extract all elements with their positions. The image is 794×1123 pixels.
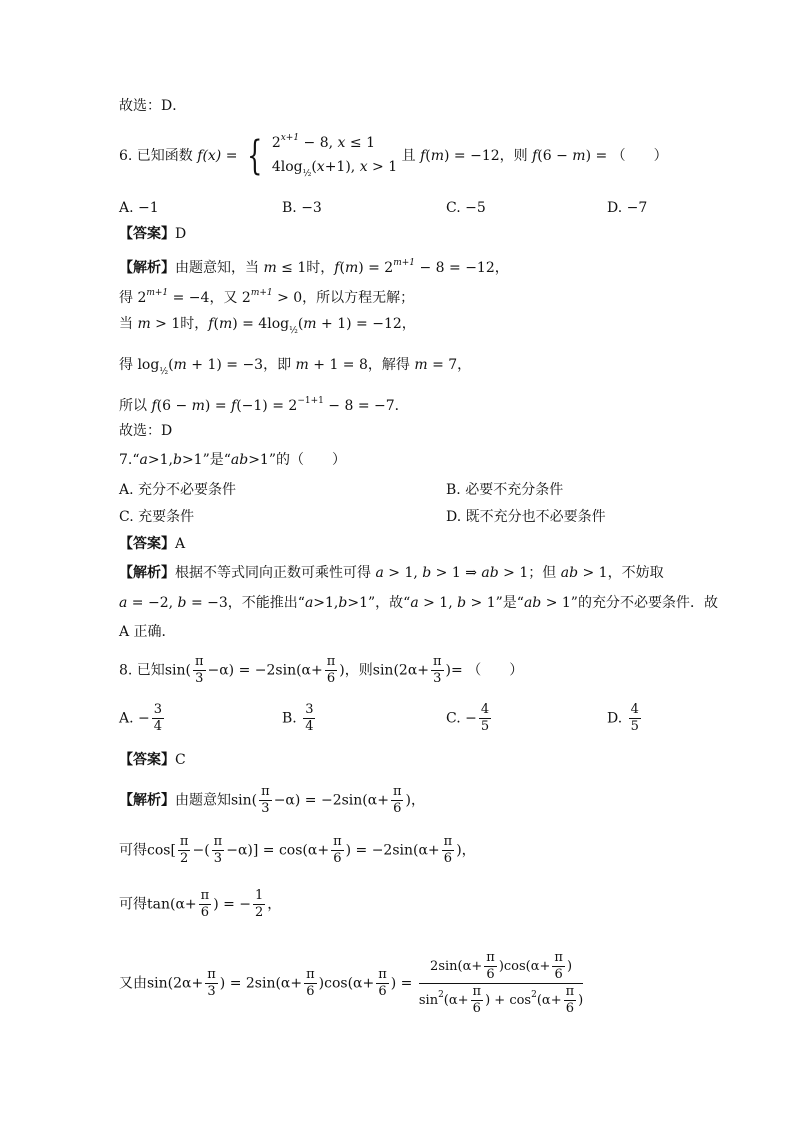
q7-answer-value: A bbox=[175, 536, 186, 552]
q7-answer-label: 【答案】 bbox=[119, 536, 175, 552]
q8-option-a: A. − $\frac{3}{4}$ bbox=[119, 702, 163, 734]
q6-stem bbox=[119, 126, 668, 186]
q7-option-b: B. 必要不充分条件 bbox=[446, 482, 564, 498]
q8-lead: 8. 已知 bbox=[119, 662, 165, 679]
q7-analysis-1: 【解析】根据不等式同向正数可乘性可得 a > 1, b > 1 ⇒ ab > 1；但 ab > 1，不妨取 bbox=[119, 565, 664, 581]
q7-answer bbox=[119, 534, 185, 554]
q6-answer bbox=[119, 224, 186, 244]
q8-answer-label: 【答案】 bbox=[119, 752, 175, 768]
q6-tail: 且 f(m) = −12，则 f(6 − m) = （ ） bbox=[401, 148, 668, 164]
q6-option-c: C. −5 bbox=[446, 200, 486, 216]
q7-stem: 7.“a>1,b>1”是“ab>1”的（ ） bbox=[119, 452, 346, 468]
q6-option-b: B. −3 bbox=[282, 200, 322, 216]
q8-answer bbox=[119, 750, 186, 770]
q8-analysis-4: 又由sin(2α+ $\frac{\pi}{3}$ ) = 2sin(α+ $\frac{\pi}{6}$ )cos(α+ $\frac{\pi}{6}$ ) = 2sin(α+ $\frac{\pi}{6}$ )cos(α+ $\frac{\pi}{6}$ ) $\sin^2(\alpha+$ $\frac{\pi}{6}$ ) + $\cos^2(\alpha+$ $\frac{\pi}{6}$ ) bbox=[119, 950, 584, 1016]
q6-lead: 6. 已知函数 bbox=[119, 148, 193, 164]
prev-ending: 故选：D． bbox=[119, 98, 187, 114]
q6-func: f(x) = bbox=[197, 148, 238, 164]
q8-stem: 8. 已知sin( $\frac{\pi}{3}$ −α) = −2sin(α+ $\frac{\pi}{6}$ )，则sin(2α+ $\frac{\pi}{3}$ )= （ ） bbox=[119, 654, 524, 686]
q6-option-a: A. −1 bbox=[119, 200, 159, 216]
q8-analysis-2: 可得cos[ $\frac{\pi}{2}$ −( $\frac{\pi}{3}$ −α)] = cos(α+ $\frac{\pi}{6}$ ) = −2sin(α+ $\frac{\pi}{6}$ )， bbox=[119, 834, 476, 866]
q6-answer-value: D bbox=[175, 226, 187, 242]
q6-case2: $4\log_{\frac{1}{2}}(x+1)$, x > 1 bbox=[271, 159, 398, 179]
q8-option-d: D. $\frac{4}{5}$ bbox=[607, 702, 639, 734]
q7-option-c: C. 充要条件 bbox=[119, 509, 195, 525]
q7-analysis-label: 【解析】 bbox=[119, 565, 175, 581]
q8-option-b: B. $\frac{3}{4}$ bbox=[282, 702, 314, 734]
q7-option-a: A. 充分不必要条件 bbox=[119, 482, 237, 498]
q8-analysis-label: 【解析】 bbox=[119, 792, 175, 809]
q6-brace-icon: { bbox=[246, 133, 263, 179]
q6-case1: $2^{x+1} - 8$, x ≤ 1 bbox=[271, 133, 375, 151]
q6-answer-label: 【答案】 bbox=[119, 226, 175, 242]
q6-analysis-3: 当 m > 1时，$f(m) = 4\log_{\frac{1}{2}}(m + 1) = -12$， bbox=[119, 316, 416, 336]
q8-option-c: C. − $\frac{4}{5}$ bbox=[446, 702, 490, 734]
q8-answer-value: C bbox=[175, 752, 186, 768]
q6-option-d: D. −7 bbox=[607, 200, 648, 216]
q7-analysis-3: A 正确． bbox=[119, 624, 176, 640]
q6-cases bbox=[272, 126, 397, 186]
q7-analysis-2: a = −2, b = −3，不能推出“a>1,b>1”，故“a > 1, b > 1”是“ab > 1”的充分不必要条件．故 bbox=[119, 595, 718, 611]
q8-big-fraction: 2sin(α+ $\frac{\pi}{6}$ )cos(α+ $\frac{\pi}{6}$ ) $\sin^2(\alpha+$ $\frac{\pi}{6}$ ) + $\cos^2(\alpha+$ $\frac{\pi}{6}$ ) bbox=[418, 950, 584, 1016]
q6-ending: 故选：D bbox=[119, 423, 173, 439]
q6-analysis-4: 得 $\log_{\frac{1}{2}}(m + 1) = -3$，即 m + 1 = 8，解得 m = 7， bbox=[119, 357, 472, 377]
q6-analysis-1: 【解析】由题意知，当 m ≤ 1时，$f(m) = 2^{m+1} - 8 = -12$， bbox=[119, 258, 509, 276]
q6-analysis-5: 所以 $f(6 - m) = f(-1) = 2^{-1+1} - 8 = -7$． bbox=[119, 396, 409, 414]
q6-analysis-label: 【解析】 bbox=[119, 260, 175, 276]
q8-analysis-3: 可得tan(α+ $\frac{\pi}{6}$ ) = − $\frac{1}{2}$ ， bbox=[119, 888, 282, 920]
q7-option-d: D. 既不充分也不必要条件 bbox=[446, 509, 606, 525]
q8-analysis-1: 【解析】由题意知sin( $\frac{\pi}{3}$ −α) = −2sin(α+ $\frac{\pi}{6}$ )， bbox=[119, 784, 425, 816]
q6-analysis-2: 得 $2^{m+1} = -4$，又 $2^{m+1} > 0$，所以方程无解； bbox=[119, 288, 415, 306]
